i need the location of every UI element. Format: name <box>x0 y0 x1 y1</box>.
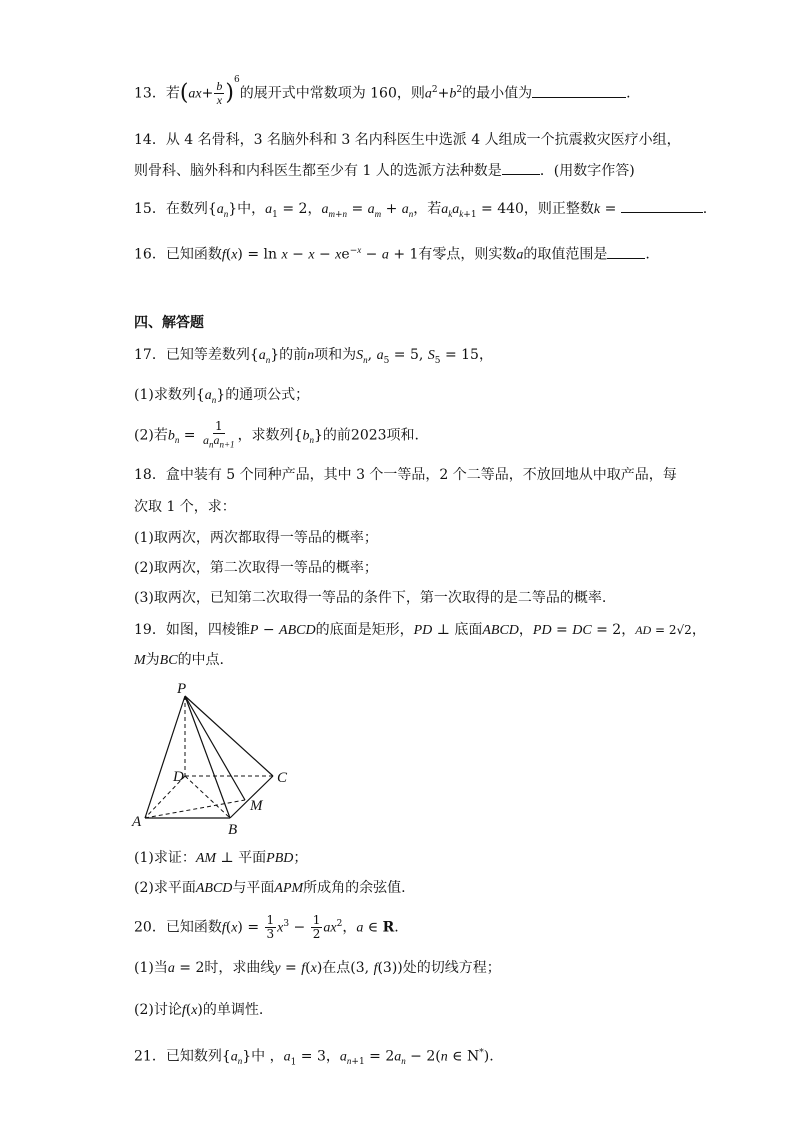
label-A: A <box>132 814 142 830</box>
question-18-part2: (2)取两次，第二次取得一等品的概率； <box>134 560 378 576</box>
question-15: 15．在数列$\{a_n\}$中，$a_1 = 2$，$a_{m+n} = a_m + a_n$，若$a_ka_{k+1} = 440$，则正整数k = . <box>134 198 707 225</box>
question-20: 20．已知函数f(x) = $\frac{1}{3}$ $x^3$ − $\frac{1}{2}$ $ax^2$，a ∈ R. <box>134 913 399 942</box>
question-14-line1: 14．从 4 名骨科，3 名脑外科和 3 名内科医生中选派 4 人组成一个抗震救灾医疗小组， <box>134 132 681 148</box>
edge-PB <box>185 696 230 818</box>
q20-fraction-third: $\frac{1}{3}$ <box>266 913 275 942</box>
question-17-part1: (1)求数列$\{a_n\}$的通项公式； <box>134 387 310 405</box>
question-19: 19．如图，四棱锥P − ABCD的底面是矩形，PD ⊥ 底面ABCD，PD = DC = 2，AD = 2√2， <box>134 622 706 638</box>
label-P: P <box>177 681 187 697</box>
question-18-line1: 18．盒中装有 5 个同种产品，其中 3 个一等品，2 个二等品，不放回地从中取产品，每 <box>134 467 677 483</box>
section-heading: 四、解答题 <box>134 315 204 331</box>
question-19-part1: (1)求证：AM ⊥ 平面PBD； <box>134 850 308 866</box>
answer-blank[interactable] <box>502 160 540 175</box>
answer-blank[interactable] <box>532 83 626 98</box>
question-14-line2: 则骨科、脑外科和内科医生都至少有 1 人的选派方法种数是 ．(用数字作答) <box>134 160 635 181</box>
question-20-part1: (1)当a = 2时，求曲线y = f(x)在点(3, f(3))处的切线方程； <box>134 960 501 976</box>
answer-blank[interactable] <box>621 198 703 213</box>
edge-PM <box>185 696 245 800</box>
edge-PC <box>185 696 273 776</box>
question-19-part2: (2)求平面ABCD与平面APM所成角的余弦值. <box>134 880 406 896</box>
question-21: 21．已知数列$\{a_n\}$中 ，$a_1 = 3$，$a_{n+1} = 2a_n - 2(n$ ∈ N*). <box>134 1048 494 1068</box>
question-20-part2: (2)讨论f(x)的单调性. <box>134 1002 264 1018</box>
edge-DB <box>185 776 230 818</box>
q13-fraction: $\frac{b}{x}$ <box>216 79 223 108</box>
answer-blank[interactable] <box>607 244 645 259</box>
question-13: 13．若(ax+ $\frac{b}{x}$ )$^6$的展开式中常数项为 160，则$a^2+b^2$的最小值为 . <box>134 75 631 108</box>
question-18-line2: 次取 1 个，求： <box>134 499 236 515</box>
pyramid-figure <box>130 678 300 838</box>
edge-PA <box>145 696 185 818</box>
label-D: D <box>173 769 184 785</box>
q13-text: 的展开式中常数项为 160，则 <box>239 85 425 102</box>
label-C: C <box>277 770 288 786</box>
q17-fraction: $\frac{1}{a_na_{n+1}}$ <box>202 419 235 450</box>
label-M: M <box>250 798 263 814</box>
q13-tail: 的最小值为 <box>462 85 533 102</box>
question-18-part3: (3)取两次，已知第二次取得一等品的条件下，第一次取得的是二等品的概率. <box>134 590 607 606</box>
question-16: 16．已知函数$f(x) = \ln x - x - xe^{-x} - a + 1$有零点，则实数a的取值范围是 . <box>134 245 650 263</box>
question-17-part2: (2)若$b_n$ = $\frac{1}{a_na_{n+1}}$ ，求数列$\{b_n\}$的前2023项和. <box>134 419 419 450</box>
question-19-line2: M为BC的中点. <box>134 652 225 668</box>
question-17: 17．已知等差数列$\{a_n\}$的前n项和为$S_n$, $a_5 = 5$, $S_5 = 15$， <box>134 347 493 366</box>
q13-label: 13．若 <box>134 85 180 102</box>
label-B: B <box>228 822 238 838</box>
question-18-part1: (1)取两次，两次都取得一等品的概率； <box>134 530 378 546</box>
q13-exponent: 6 <box>233 75 240 85</box>
q20-fraction-half: $\frac{1}{2}$ <box>312 913 321 942</box>
